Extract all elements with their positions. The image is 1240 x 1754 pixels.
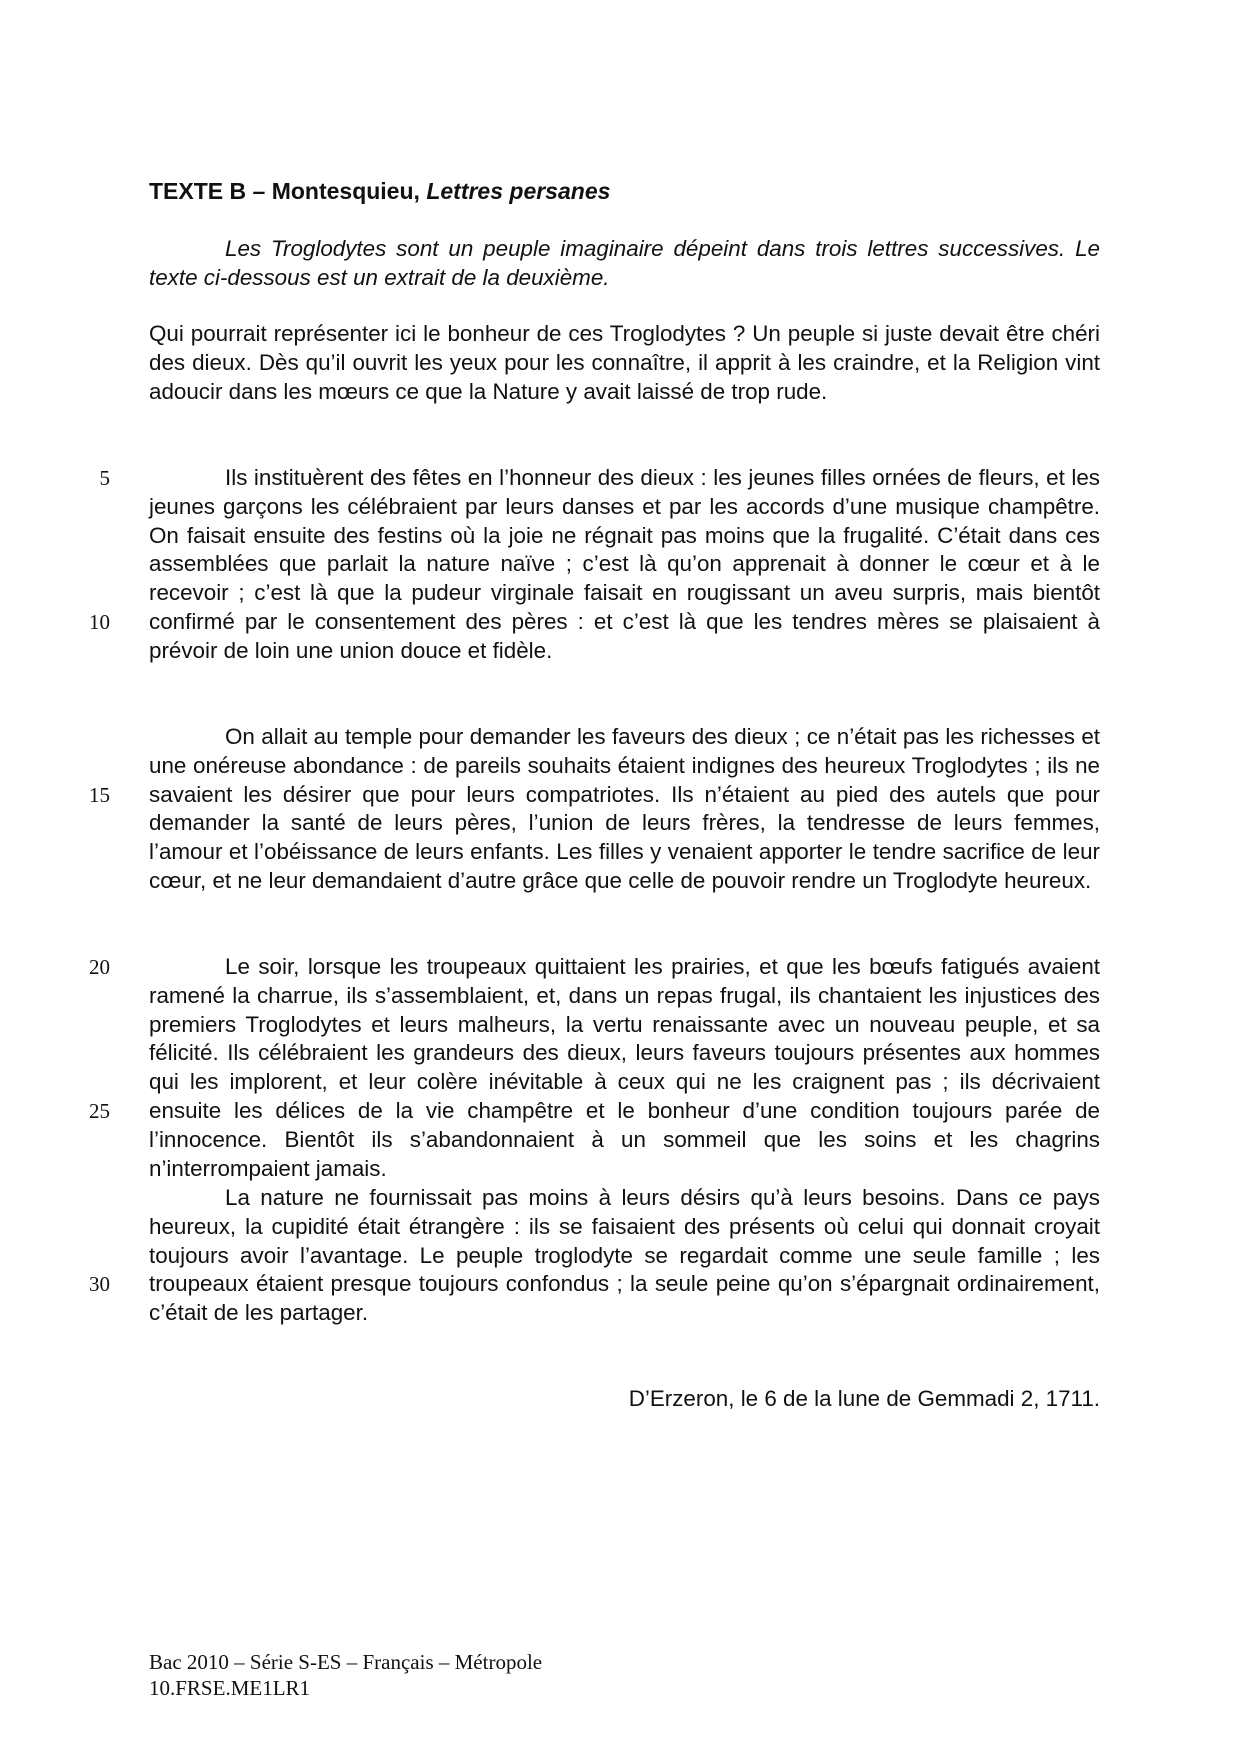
line-number: 15 bbox=[89, 783, 110, 807]
footer-code: 10.FRSE.ME1LR1 bbox=[149, 1676, 311, 1700]
line-number: 10 bbox=[89, 610, 110, 634]
page-footer bbox=[149, 1649, 542, 1701]
line-number: 20 bbox=[89, 955, 110, 979]
work-title: Lettres persanes bbox=[426, 178, 611, 204]
introduction: Les Troglodytes sont un peuple imaginaire dépeint dans trois lettres successives. Le texte ci-dessous est un extrait de la deuxième. bbox=[149, 236, 1100, 290]
line-number: 25 bbox=[89, 1099, 110, 1123]
paragraph-3: On allait au temple pour demander les faveurs des dieux ; ce n’était pas les richesses et une onéreuse abondance : de pareils souhaits étaient indignes des heureux Troglodytes ; ils ne savaient les désirer que pour leurs compatriotes. Ils n’étaient au pied des autels que pour demander la santé de leurs pères, l’union de leurs frères, la tendresse de leurs femmes, l’amour et l’obéissance de leurs enfants. Les filles y venaient apporter le tendre sacrifice de leur cœur, et ne leur demandaient d’autre grâce que celle de pouvoir rendre un Troglodyte heureux. bbox=[149, 724, 1100, 893]
footer-exam: Bac 2010 – Série S-ES – Français – Métropole bbox=[149, 1650, 543, 1674]
heading-prefix: TEXTE B – Montesquieu, bbox=[149, 178, 427, 204]
paragraph-2: Ils instituèrent des fêtes en l’honneur des dieux : les jeunes filles ornées de fleurs, et les jeunes garçons les célébraient par leurs danses et par les accords d’une musique champêtre. On faisait ensuite des festins où la joie ne régnait pas moins que la frugalité. C’était dans ces assemblées que parlait la nature naïve ; c’est là qu’on apprenait à donner le cœur et à le recevoir ; c’est là que la pudeur virginale faisait en rougissant un aveu surpris, mais bientôt confirmé par le consentement des pères : et c’est là que les tendres mères se plaisaient à prévoir de loin une union douce et fidèle. bbox=[149, 465, 1100, 663]
paragraph-1: Qui pourrait représenter ici le bonheur de ces Troglodytes ? Un peuple si juste devait être chéri des dieux. Dès qu’il ouvrit les yeux pour les connaître, il apprit à les craindre, et la Religion vint adoucir dans les mœurs ce que la Nature y avait laissé de trop rude. bbox=[149, 321, 1100, 404]
text-heading bbox=[149, 176, 610, 206]
line-number: 30 bbox=[89, 1272, 110, 1296]
paragraph-4: Le soir, lorsque les troupeaux quittaient les prairies, et que les bœufs fatigués avaient ramené la charrue, ils s’assemblaient, et, dans un repas frugal, ils chantaient les injustices des premiers Troglodytes et leurs malheurs, la vertu renaissante avec un nouveau peuple, et sa félicité. Ils célébraient les grandeurs des dieux, leurs faveurs toujours présentes aux hommes qui les implorent, et leur colère inévitable à ceux qui ne les craignent pas ; ils décrivaient ensuite les délices de la vie champêtre et le bonheur d’une condition toujours parée de l’innocence. Bientôt ils s’abandonnaient à un sommeil que les soins et les chagrins n’interrompaient jamais. bbox=[149, 954, 1100, 1181]
paragraph-5: La nature ne fournissait pas moins à leurs désirs qu’à leurs besoins. Dans ce pays heureux, la cupidité était étrangère : ils se faisaient des présents où celui qui donnait croyait toujours avoir l’avantage. Le peuple troglodyte se regardait comme une seule famille ; les troupeaux étaient presque toujours confondus ; la seule peine qu’on s’épargnait ordinairement, c’était de les partager. bbox=[149, 1185, 1100, 1326]
letter-signature: D’Erzeron, le 6 de la lune de Gemmadi 2, 1711. bbox=[628, 1386, 1100, 1411]
line-number: 5 bbox=[99, 466, 110, 490]
